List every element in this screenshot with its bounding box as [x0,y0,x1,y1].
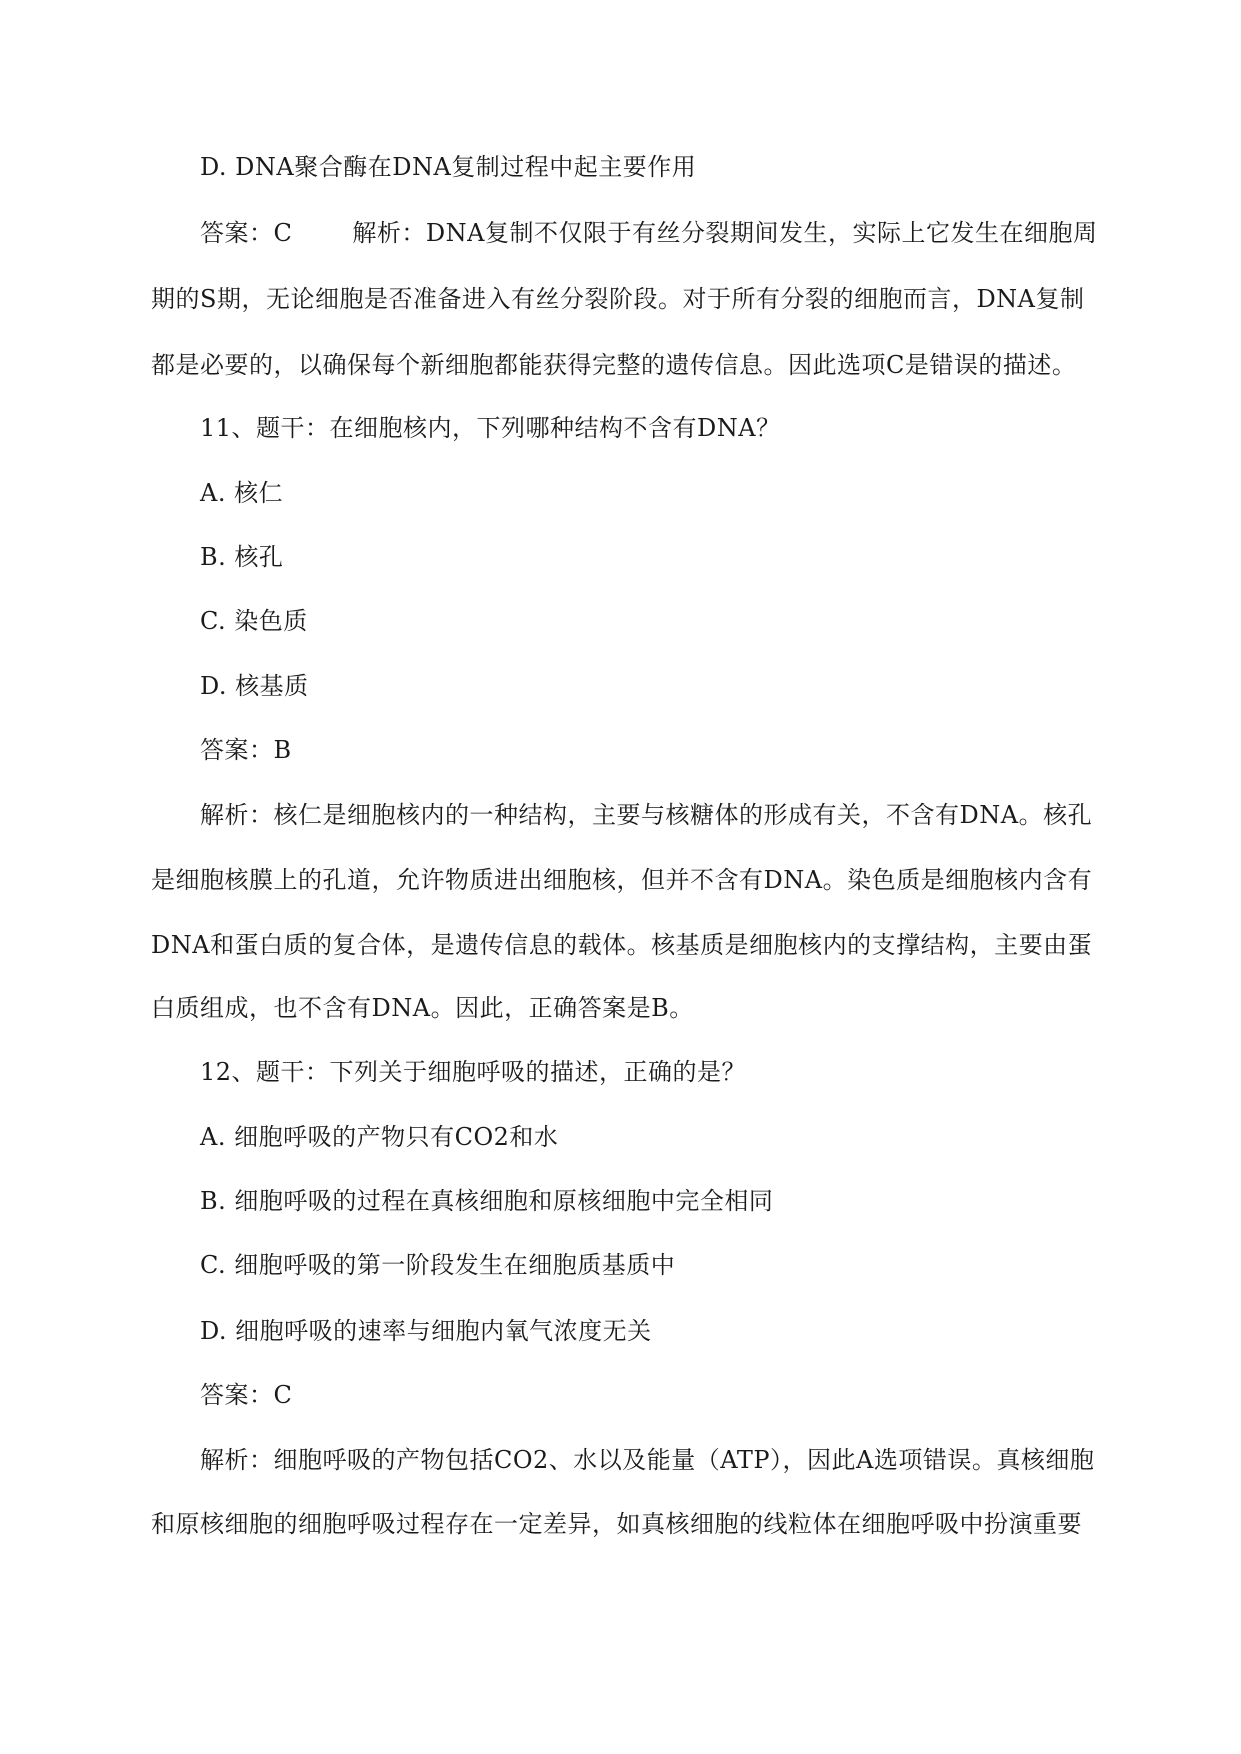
q12-option-d: D. 细胞呼吸的速率与细胞内氧气浓度无关 [200,1317,652,1345]
q12-analysis-line2: 和原核细胞的细胞呼吸过程存在一定差异，如真核细胞的线粒体在细胞呼吸中扮演重要 [151,1510,1082,1538]
q10-answer: 答案：C [200,219,293,247]
q12-option-c: C. 细胞呼吸的第一阶段发生在细胞质基质中 [200,1251,676,1279]
q12-stem: 12、题干：下列关于细胞呼吸的描述，正确的是？ [200,1058,747,1086]
q11-analysis-line1: 解析：核仁是细胞核内的一种结构，主要与核糖体的形成有关，不含有DNA。核孔 [200,801,1093,829]
q11-answer: 答案：B [200,736,292,764]
q11-analysis-line4: 白质组成，也不含有DNA。因此，正确答案是B。 [151,994,694,1022]
q11-analysis-line3: DNA和蛋白质的复合体，是遗传信息的载体。核基质是细胞核内的支撑结构，主要由蛋 [151,931,1093,959]
q11-option-d: D. 核基质 [200,672,309,700]
q12-answer: 答案：C [200,1381,293,1409]
q11-option-b: B. 核孔 [200,543,284,571]
q12-analysis-line1: 解析：细胞呼吸的产物包括CO2、水以及能量（ATP），因此A选项错误。真核细胞 [200,1446,1095,1474]
q10-analysis-line1: 解析：DNA复制不仅限于有丝分裂期间发生，实际上它发生在细胞周 [352,219,1098,247]
q10-option-d: D. DNA聚合酶在DNA复制过程中起主要作用 [200,153,697,181]
q10-analysis-line3: 都是必要的，以确保每个新细胞都能获得完整的遗传信息。因此选项C是错误的描述。 [151,351,1077,379]
q10-analysis-line2: 期的S期，无论细胞是否准备进入有丝分裂阶段。对于所有分裂的细胞而言，DNA复制 [151,285,1085,313]
q11-option-c: C. 染色质 [200,607,308,635]
q11-option-a: A. 核仁 [200,479,284,507]
q11-analysis-line2: 是细胞核膜上的孔道，允许物质进出细胞核，但并不含有DNA。染色质是细胞核内含有 [151,866,1093,894]
q12-option-b: B. 细胞呼吸的过程在真核细胞和原核细胞中完全相同 [200,1187,774,1215]
q11-stem: 11、题干：在细胞核内，下列哪种结构不含有DNA？ [200,414,781,442]
q10-answer-analysis [200,218,1097,248]
q12-option-a: A. 细胞呼吸的产物只有CO2和水 [200,1123,559,1151]
